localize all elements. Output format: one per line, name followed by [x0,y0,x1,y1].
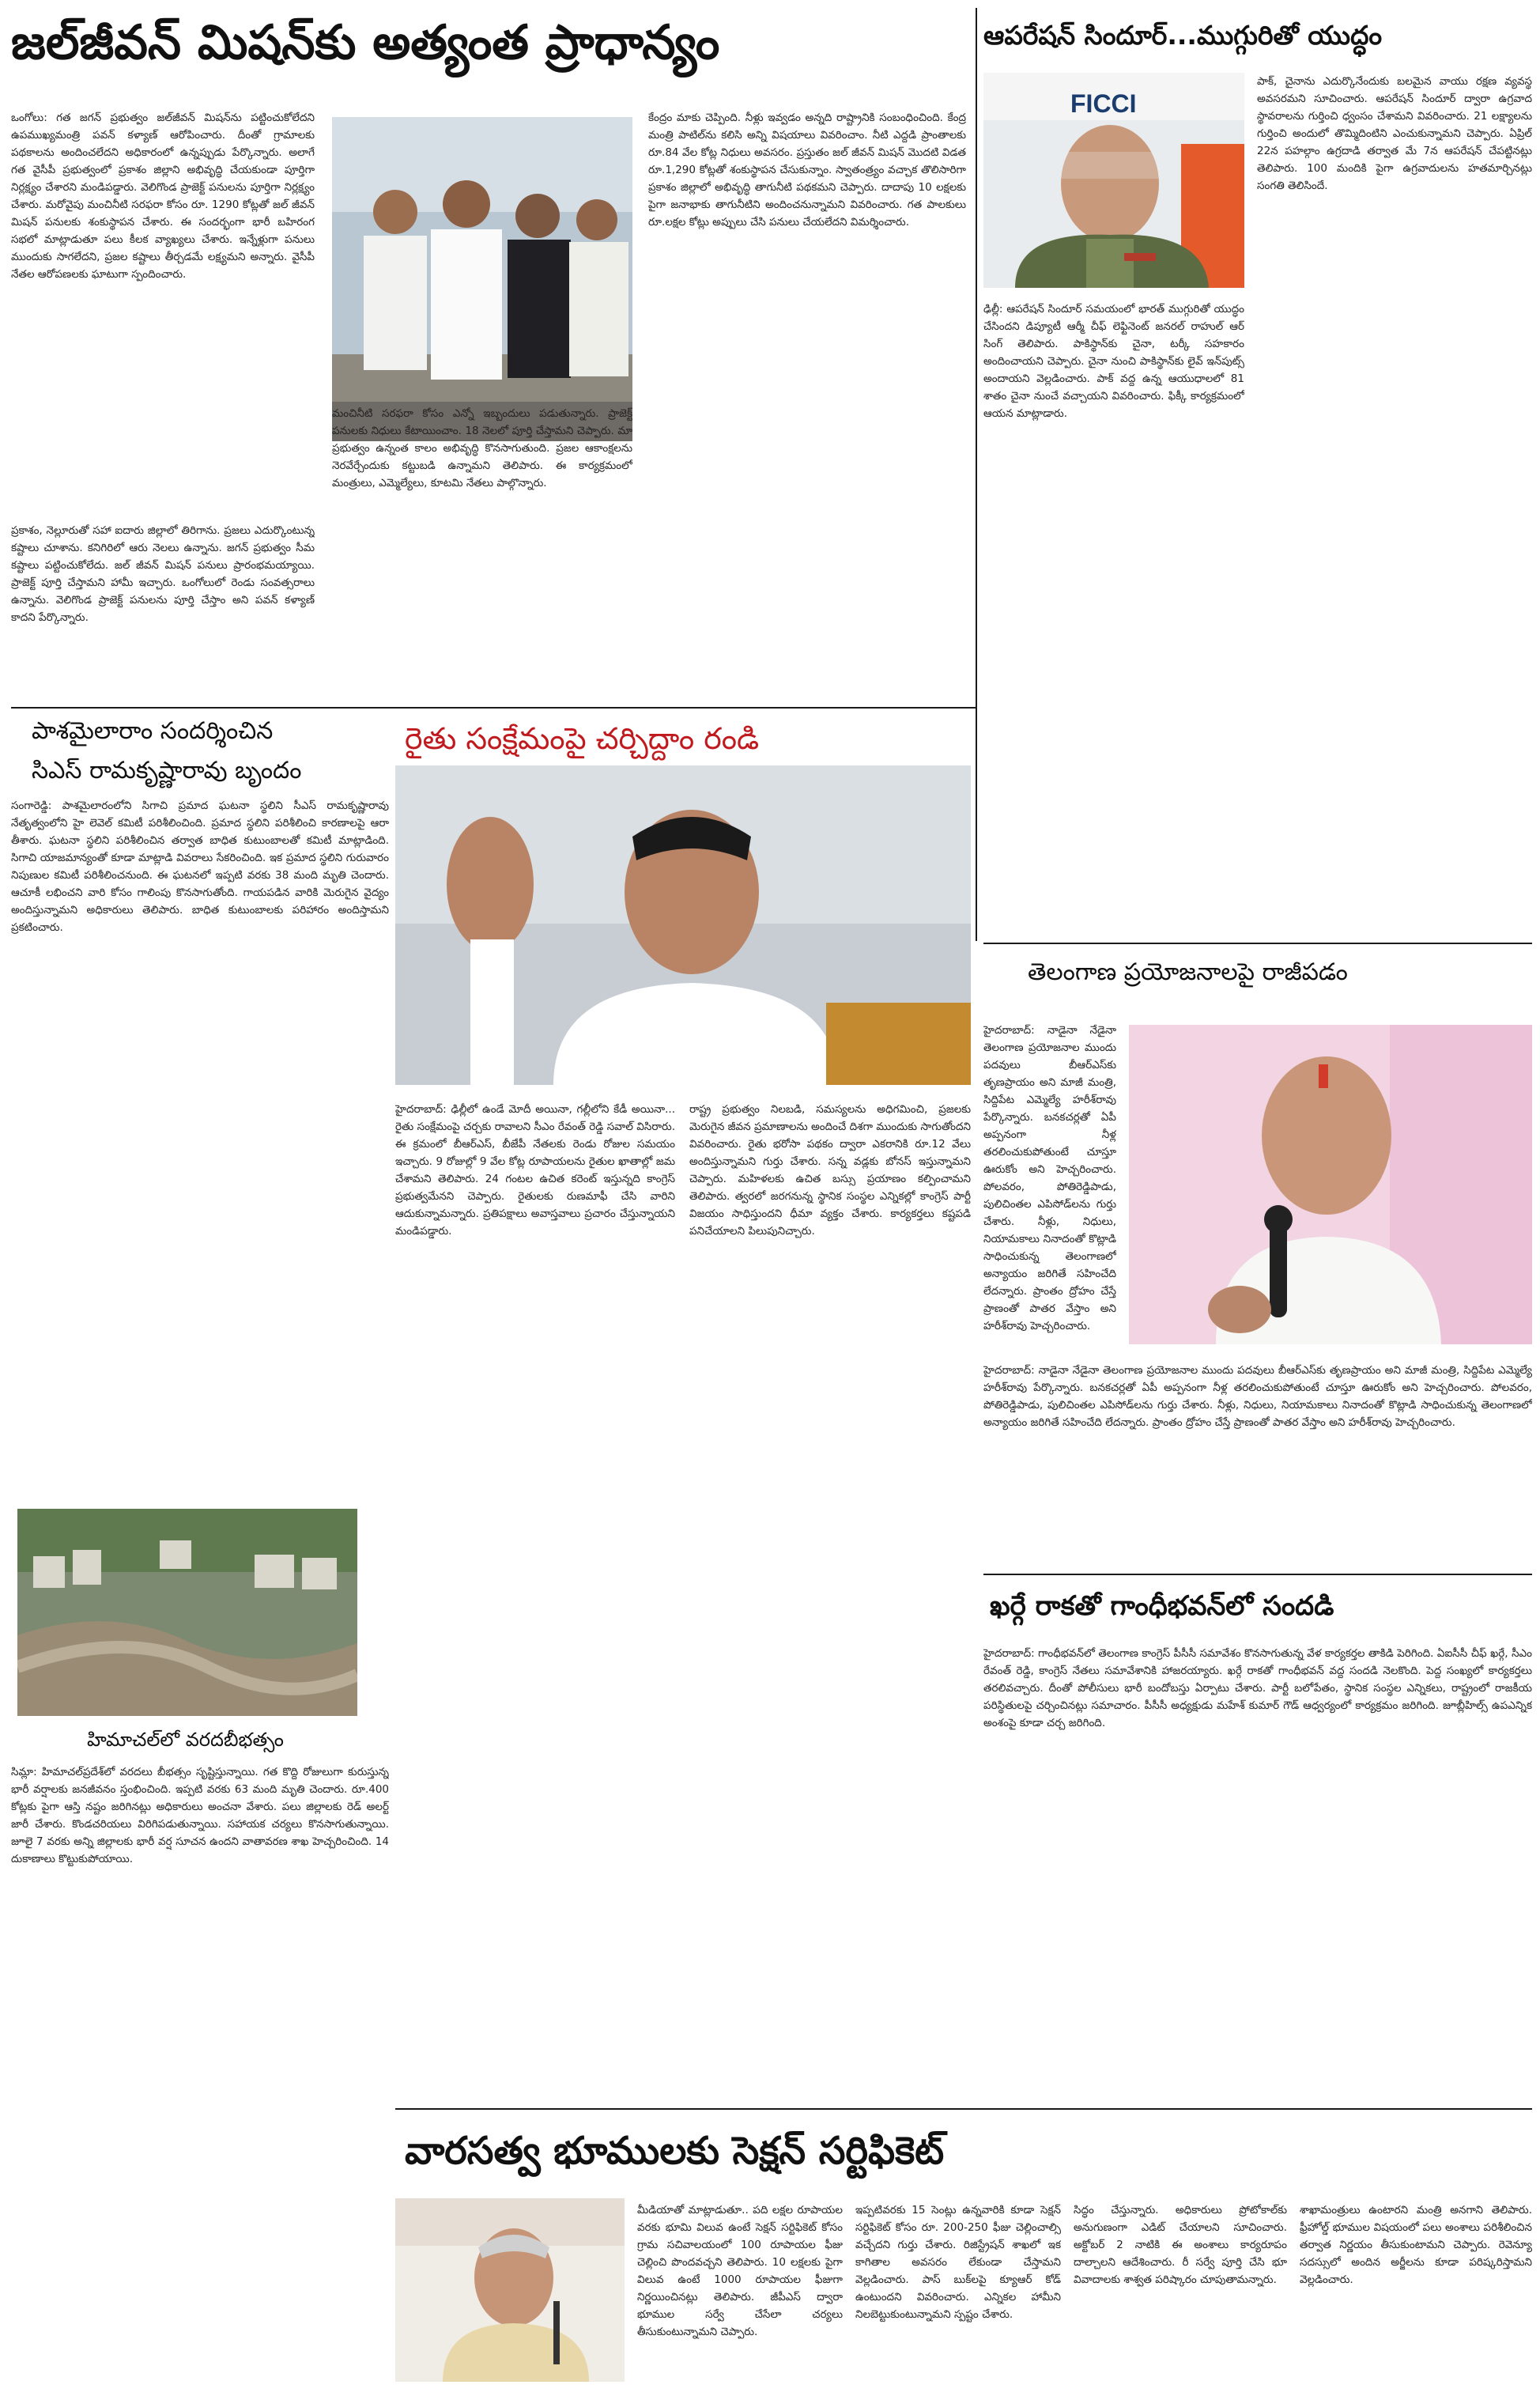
sindoor-body-col1: ఢిల్లీ: ఆపరేషన్ సిందూర్ సమయంలో భారత్ ముగ్గురితో యుద్ధం చేసిందని డిప్యూటీ ఆర్మీ చీఫ్ లెఫ్టినెంట్ జనరల్ రాహుల్ ఆర్ సింగ్ తెలిపారు. పాకిస్థాన్‌కు చైనా, టర్కీ సహకారం అందించాయని చెప్పారు. చైనా నుంచి పాకిస్థాన్‌కు లైవ్ ఇన్‌పుట్స్ అందాయని వెల్లడించారు. పాక్ వద్ద ఉన్న ఆయుధాలలో 81 శాతం చైనా నుంచే వచ్చాయని వివరించారు. ఫిక్కీ కార్యక్రమంలో ఆయన మాట్లాడారు. [983,303,1244,420]
pawan-kalyan-photo [332,117,632,441]
himachal-body: సిమ్లా: హిమాచల్‌ప్రదేశ్‌లో వరదలు బీభత్సం సృష్టిస్తున్నాయి. గత కొద్ది రోజులుగా కురుస్తున్న భారీ వర్షాలకు జనజీవనం స్తంభించింది. ఇప్పటి వరకు 63 మంది మృతి చెందారు. రూ.400 కోట్లకు పైగా ఆస్తి నష్టం జరిగినట్లు అధికారులు అంచనా వేశారు. పలు జిల్లాలకు రెడ్ అలర్ట్ జారీ చేశారు. కొండచరియలు విరిగిపడుతున్నాయి. సహాయక చర్యలు కొనసాగుతున్నాయి. జూలై 7 వరకు అన్ని జిల్లాలకు భారీ వర్ష సూచన ఉందని వాతావరణ శాఖ హెచ్చరించింది. 14 దుకాణాలు కొట్టుకుపోయాయి. [11,1766,389,1865]
harish-rao-photo [1129,1025,1532,1344]
section-divider [983,943,1532,944]
column-divider [976,8,977,941]
himachal-flood-photo [17,1509,357,1716]
army-officer-photo [983,73,1244,288]
telangana-headline: తెలంగాణ ప్రయోజనాలపై రాజీపడం [1028,958,1348,986]
varasatva-body-col2: ఇప్పటివరకు 15 సెంట్లు ఉన్నవారికి కూడా సెక్షన్ సర్టిఫికెట్ కోసం రూ. 200-250 ఫీజు చెల్లించాల్సి వచ్చేదని గుర్తు చేశారు. రిజిస్ట్రేషన్ శాఖలో ఇక కాగితాల అవసరం లేకుండా చేస్తామని వెల్లడించారు. పాస్ బుక్‌లపై క్యూఆర్ కోడ్ ఉంటుందని వివరించారు. ఎన్నికల హామీని నిలబెట్టుకుంటున్నామని స్పష్టం చేశారు. [855,2204,1061,2321]
kharge-headline: ఖర్గే రాకతో గాంధీభవన్‌లో సందడి [990,1590,1334,1622]
jal-jeevan-body-col2-under-photo: మంచినీటి సరఫరా కోసం ఎన్నో ఇబ్బందులు పడుతున్నారు. ప్రాజెక్ట్ పనులకు నిధులు కేటాయించాం. 18 నెలలో పూర్తి చేస్తామని చెప్పారు. మా ప్రభుత్వం ఉన్నంత కాలం అభివృద్ధి కొనసాగుతుంది. ప్రజల ఆకాంక్షలను నెరవేర్చేందుకు కట్టుబడి ఉన్నామని తెలిపారు. ఈ కార్యక్రమంలో మంత్రులు, ఎమ్మెల్యేలు, కూటమి నేతలు పాల్గొన్నారు. [332,407,632,489]
telangana-body-side: హైదరాబాద్: నాడైనా నేడైనా తెలంగాణ ప్రయోజనాల ముందు పదవులు బీఆర్‌ఎస్‌కు తృణప్రాయం అని మాజీ మంత్రి, సిద్దిపేట ఎమ్మెల్యే హరీశ్‌రావు పేర్కొన్నారు. బనకచర్లతో ఏపీ అప్పనంగా నీళ్ల తరలించుకుపోతుంటే చూస్తూ ఊరుకోం అని హెచ్చరించారు. పోలవరం, పోతిరెడ్డిపాడు, పులిచింతల ఎపిసోడ్‌లను గుర్తు చేశారు. నీళ్లు, నిధులు, నియామకాలు నినాదంతో కొట్లాడి సాధించుకున్న తెలంగాణలో అన్యాయం జరిగితే సహించేది లేదన్నారు. ప్రాంతం ద్రోహం చేస్తే ప్రాణంతో పాతర వేస్తాం అని హరీశ్‌రావు హెచ్చరించారు. [983,1024,1116,1332]
section-divider [11,707,976,709]
jal-jeevan-body-col1: ఒంగోలు: గత జగన్ ప్రభుత్వం జల్‌జీవన్ మిషన్‌ను పట్టించుకోలేదని ఉపముఖ్యమంత్రి పవన్ కళ్యాణ్ ఆరోపించారు. దీంతో గ్రామాలకు పథకాలను అందించలేదని అధికారంలో ఉన్నప్పుడు పేర్కొన్నారు. అలాగే గత వైసీపీ ప్రభుత్వంలో ప్రకాశం జిల్లాని అభివృద్ధి చేయకుండా పూర్తిగా నిర్లక్ష్యం చేశారని మండిపడ్డారు. వెలిగొండ ప్రాజెక్ట్ పనులను పూర్తిగా నిర్లక్ష్యం చేశారు. మరోవైపు మంచినీటి సరఫరా కోసం రూ. 1290 కోట్లతో జల్ జీవన్ మిషన్ పనులకు శంకుస్థాపన చేశారు. ఈ సందర్భంగా భారీ బహిరంగ సభలో మాట్లాడుతూ పలు కీలక వ్యాఖ్యలు చేశారు. ఇన్నేళ్లుగా పనులు ముందుకు సాగలేదని, ప్రజల కష్టాలు తీర్చడమే లక్ష్యమని అన్నారు. వైసీపీ నేతల ఆరోపణలకు ఘాటుగా స్పందించారు. [11,111,315,281]
varasatva-body-col4: శాఖామంత్రులు ఉంటారని మంత్రి అనగాని తెలిపారు. ఫ్రీహోల్డ్ భూముల విషయంలో పలు అంశాలు పరిశీలించిన తర్వాత నిర్ణయం తీసుకుంటామని చెప్పారు. రెవెన్యూ సదస్సులో అందిన అర్జీలను కూడా పరిష్కరిస్తామని వెల్లడించారు. [1300,2204,1532,2286]
telangana-body-bottom: హైదరాబాద్: నాడైనా నేడైనా తెలంగాణ ప్రయోజనాల ముందు పదవులు బీఆర్‌ఎస్‌కు తృణప్రాయం అని మాజీ మంత్రి, సిద్దిపేట ఎమ్మెల్యే హరీశ్‌రావు పేర్కొన్నారు. బనకచర్లతో ఏపీ అప్పనంగా నీళ్ల తరలించుకుపోతుంటే చూస్తూ ఊరుకోం అని హెచ్చరించారు. పోలవరం, పోతిరెడ్డిపాడు, పులిచింతల ఎపిసోడ్‌లను గుర్తు చేశారు. నీళ్లు, నిధులు, నియామకాలు నినాదంతో కొట్లాడి సాధించుకున్న తెలంగాణలో అన్యాయం జరిగితే సహించేది లేదన్నారు. ప్రాంతం ద్రోహం చేస్తే ప్రాణంతో పాతర వేస్తాం అని హరీశ్‌రావు హెచ్చరించారు. [983,1364,1532,1429]
sindoor-headline: ఆపరేషన్ సిందూర్...ముగ్గురితో యుద్ధం [983,20,1383,51]
jal-jeevan-headline: జల్‌జీవన్ మిషన్‌కు అత్యంత ప్రాధాన్యం [11,15,720,70]
rythu-headline: రైతు సంక్షేమంపై చర్చిద్దాం రండి [405,721,760,756]
section-divider [983,1574,1532,1575]
svg-text:FICCI: FICCI [1070,89,1137,118]
jal-jeevan-body-col2b: ప్రకాశం, నెల్లూరుతో సహా ఐదారు జిల్లాలో తిరిగాను. ప్రజలు ఎదుర్కొంటున్న కష్టాలు చూశాను. కనిగిరిలో ఆరు నెలలు ఉన్నాను. జగన్ ప్రభుత్వం సీమ కష్టాలు పట్టించుకోలేదు. జల్ జీవన్ మిషన్ పనులు ప్రారంభమయ్యాయి. ప్రాజెక్ట్ పూర్తి చేస్తామని హామీ ఇచ్చారు. ఒంగోలులో రెండు సంవత్సరాలు ఉన్నాను. వెలిగొండ ప్రాజెక్ట్ పనులను పూర్తి చేస్తాం అని పవన్ కళ్యాణ్ కాదని పేర్కొన్నారు. [11,524,315,624]
jal-jeevan-body-col3: కేంద్రం మాకు చెప్పింది. నీళ్లు ఇవ్వడం అన్నది రాష్ట్రానికి సంబంధించింది. కేంద్ర మంత్రి పాటిల్‌ను కలిసి అన్ని విషయాలు వివరించాం. నీటి ఎద్దడి ప్రాంతాలకు రూ.84 వేల కోట్ల నిధులు అవసరం. ప్రస్తుతం జల్ జీవన్ మిషన్ మొదటి విడత రూ.1,290 కోట్లతో శంకుస్థాపన చేసుకున్నాం. స్వాతంత్ర్యం వచ్చాక తొలిసారిగా ప్రకాశం జిల్లాలో అభివృద్ధి తాగునీటి పథకమని చెప్పారు. దాదాపు 10 లక్షలకు పైగా జనాభాకు తాగునీటిని అందించనున్నామని వివరించారు. గత పాలకులు రూ.లక్షల కోట్లు అప్పులు చేసి పనులు చేయలేదని విమర్శించారు. [648,111,966,229]
sindoor-body-col2: పాక్, చైనాను ఎదుర్కొనేందుకు బలమైన వాయు రక్షణ వ్యవస్థ అవసరమని సూచించారు. ఆపరేషన్ సిందూర్ ద్వారా ఉగ్రవాద స్థావరాలను గుర్తించి ధ్వంసం చేశామని వివరించారు. 21 లక్ష్యాలను గుర్తించి అందులో తొమ్మిదింటిని ఎంచుకున్నామని చెప్పారు. ఏప్రిల్ 22న పహల్గాం ఉగ్రదాడి తర్వాత మే 7న ఆపరేషన్ చేపట్టినట్లు తెలిపారు. 100 మందికి పైగా ఉగ్రవాదులను హతమార్చినట్లు సంగతి తెలిసిందే. [1257,75,1532,192]
pashamylaram-headline-1: పాశమైలారాం సందర్శించిన [32,717,274,745]
rythu-body-col2: రాష్ట్ర ప్రభుత్వం నిలబడి, సమస్యలను అధిగమించి, ప్రజలకు మెరుగైన జీవన ప్రమాణాలను అందించే దిశగా ముందుకు సాగుతోందని వివరించారు. రైతు భరోసా పథకం ద్వారా ఎకరానికి రూ.12 వేలు అందిస్తున్నామని గుర్తు చేశారు. సన్న వడ్లకు బోనస్ ఇస్తున్నామని చెప్పారు. మహిళలకు ఉచిత బస్సు ప్రయాణం కల్పించామని తెలిపారు. త్వరలో జరగనున్న స్థానిక సంస్థల ఎన్నికల్లో కాంగ్రెస్ పార్టీ విజయం సాధిస్తుందని ధీమా వ్యక్తం చేశారు. కార్యకర్తలు కష్టపడి పనిచేయాలని పిలుపునిచ్చారు. [689,1103,971,1238]
revanth-reddy-photo [395,765,971,1085]
varasatva-headline: వారసత్వ భూములకు సెక్షన్ సర్టిఫికెట్ [405,2129,945,2173]
himachal-caption: హిమాచల్‌లో వరదబీభత్సం [87,1729,284,1751]
rythu-body-col1: హైదరాబాద్: ఢిల్లీలో ఉండే మోదీ అయినా, గల్లీలోని కేడీ అయినా... రైతు సంక్షేమంపై చర్చకు రావాలని సీఎం రేవంత్ రెడ్డి సవాల్ విసిరారు. ఈ క్రమంలో బీఆర్‌ఎస్, బీజేపీ నేతలకు రెండు రోజుల సమయం ఇచ్చారు. 9 రోజుల్లో 9 వేల కోట్ల రూపాయలను రైతుల ఖాతాల్లో జమ చేశామని తెలిపారు. 24 గంటల ఉచిత కరెంట్ ఇస్తున్నది కాంగ్రెస్ ప్రభుత్వమేనని చెప్పారు. రైతులకు రుణమాఫీ చేసి వారిని ఆదుకున్నామన్నారు. ప్రతిపక్షాలు అవాస్తవాలు ప్రచారం చేస్తున్నాయని మండిపడ్డారు. [395,1103,675,1238]
section-divider [395,2108,1532,2110]
pashamylaram-body: సంగారెడ్డి: పాశమైలారంలోని సిగాచి ప్రమాద ఘటనా స్థలిని సీఎస్ రామకృష్ణారావు నేతృత్వంలోని హై లెవెల్ కమిటీ పరిశీలించింది. ప్రమాద స్థలిని పరిశీలించి కారణాలపై ఆరా తీశారు. ఘటనా స్థలిని పరిశీలించిన తర్వాత బాధిత కుటుంబాలతో కమిటీ మాట్లాడింది. సిగాచి యాజమాన్యంతో కూడా మాట్లాడి వివరాలు సేకరించింది. ఇక ప్రమాద స్థలిని గురువారం నిపుణుల కమిటీ పరిశీలించనుంది. ఈ ఘటనలో ఇప్పటి వరకు 38 మంది మృతి చెందారు. ఆచూకీ లభించని వారి కోసం గాలింపు కొనసాగుతోంది. గాయపడిన వారికి మెరుగైన వైద్యం అందిస్తున్నామని అధికారులు తెలిపారు. బాధిత కుటుంబాలకు పరిహారం అందిస్తామని ప్రకటించారు. [11,799,389,934]
chandrababu-naidu-photo [395,2198,625,2382]
varasatva-body-col3: సిద్ధం చేస్తున్నారు. అధికారులు ప్రోటోకాల్‌కు అనుగుణంగా ఎడిట్ చేయాలని సూచించారు. అక్టోబర్ 2 నాటికి ఈ అంశాలు కార్యరూపం దాల్చాలని ఆదేశించారు. రీ సర్వే పూర్తి చేసి భూ వివాదాలకు శాశ్వత పరిష్కారం చూపుతామన్నారు. [1074,2204,1287,2286]
kharge-body: హైదరాబాద్: గాంధీభవన్‌లో తెలంగాణ కాంగ్రెస్ పీసీసీ సమావేశం కొనసాగుతున్న వేళ కార్యకర్తల తాకిడి పెరిగింది. ఏఐసీసీ చీఫ్ ఖర్గే, సీఎం రేవంత్ రెడ్డి, కాంగ్రెస్ నేతలు సమావేశానికి హాజరయ్యారు. ఖర్గే రాకతో గాంధీభవన్ వద్ద సందడి నెలకొంది. పెద్ద సంఖ్యలో కార్యకర్తలు తరలివచ్చారు. దీంతో పోలీసులు భారీ బందోబస్తు ఏర్పాటు చేశారు. పార్టీ బలోపేతం, స్థానిక సంస్థల ఎన్నికలు, రాష్ట్రంలో రాజకీయ పరిస్థితులపై చర్చించినట్లు సమాచారం. పీసీసీ అధ్యక్షుడు మహేశ్ కుమార్ గౌడ్ ఆధ్వర్యంలో కార్యక్రమం జరిగింది. జూబ్లీహిల్స్ ఉపఎన్నిక అంశంపై కూడా చర్చ జరిగింది. [983,1647,1532,1729]
varasatva-body-col1: మీడియాతో మాట్లాడుతూ.. పది లక్షల రూపాయల వరకు భూమి విలువ ఉంటే సెక్షన్ సర్టిఫికెట్ కోసం గ్రామ సచివాలయంలో 100 రూపాయల ఫీజు చెల్లించి పొందవచ్చని తెలిపారు. 10 లక్షలకు పైగా విలువ ఉంటే 1000 రూపాయల ఫీజుగా నిర్ణయించినట్లు తెలిపారు. జీపీఎస్ ద్వారా భూముల సర్వే చేసేలా చర్యలు తీసుకుంటున్నామని చెప్పారు. [637,2204,843,2338]
pashamylaram-headline-2: సిఎస్ రామకృష్ణారావు బృందం [32,757,302,784]
